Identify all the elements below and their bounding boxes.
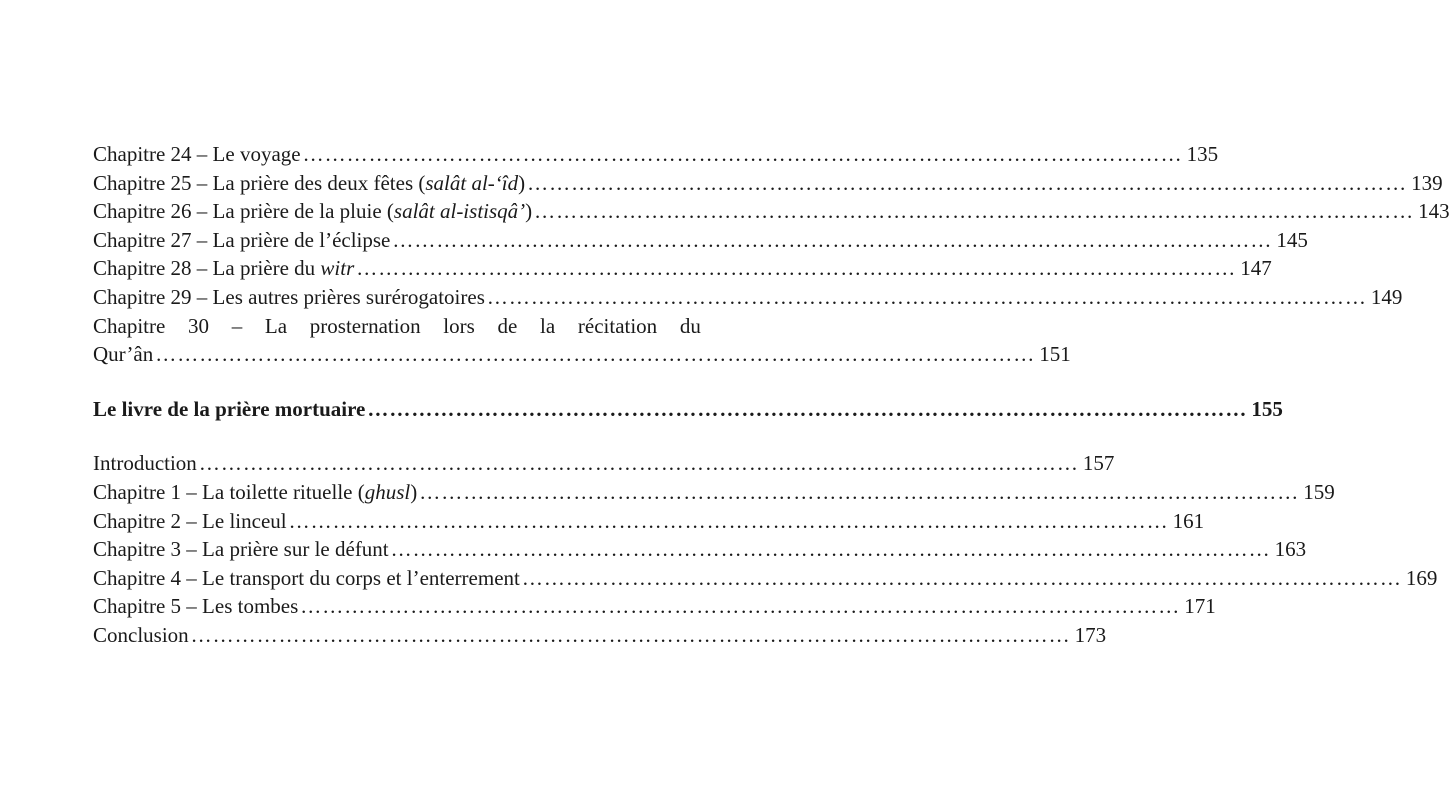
toc-entry-chapter-24: [93, 140, 1219, 169]
toc-entry-label: Chapitre 27 – La prière de l’éclipse: [93, 227, 391, 252]
toc-entry-chapter-27: [93, 226, 1308, 255]
word: récitation: [577, 313, 658, 338]
toc-entry-introduction: [93, 449, 1115, 478]
leader-dots: …………………………………………………………………………………………………………: [300, 594, 1181, 619]
toc-entry-chapter-25: [93, 169, 1443, 198]
toc-entry-conclusion: [93, 621, 1107, 650]
toc-entry-page: 159: [1303, 479, 1335, 504]
toc-entry-label: Conclusion: [93, 622, 189, 647]
leader-dots: …………………………………………………………………………………………………………: [419, 479, 1300, 504]
toc-entry-page: 149: [1370, 284, 1403, 309]
toc-section-label: Le livre de la prière mortuaire: [93, 396, 366, 421]
toc-entry-label: Chapitre 26 – La prière de la pluie (salât al-istisqâ’): [93, 199, 533, 224]
toc-entry-label: Chapitre 28 – La prière du witr: [93, 256, 355, 281]
toc-entry-page: 145: [1276, 227, 1308, 252]
toc-entry-page: 169: [1405, 565, 1438, 590]
toc-entry-label: Introduction: [93, 451, 197, 476]
toc-entry-page: 143: [1418, 199, 1450, 224]
word: –: [231, 313, 243, 338]
toc-entry-chapter-2: [93, 507, 1205, 536]
word: 30: [188, 313, 210, 338]
toc-entry-page: 173: [1074, 622, 1107, 647]
toc-entry-chapter-5: [93, 592, 1216, 621]
toc-entry-label: Chapitre 3 – La prière sur le défunt: [93, 537, 389, 562]
leader-dots: …………………………………………………………………………………………………………: [190, 622, 1071, 647]
toc-entry-label: Chapitre 4 – Le transport du corps et l’enterrement: [93, 565, 520, 590]
word: prosternation: [309, 313, 421, 338]
leader-dots: …………………………………………………………………………………………………………: [367, 396, 1248, 421]
toc-entry-label: Chapitre 2 – Le linceul: [93, 508, 287, 533]
word: lors: [443, 313, 475, 338]
toc-section-page: 155: [1251, 396, 1283, 421]
toc-entry-chapter-1: [93, 478, 1335, 507]
toc-entry-page: 163: [1274, 537, 1307, 562]
word: La: [264, 313, 288, 338]
leader-dots: …………………………………………………………………………………………………………: [486, 284, 1367, 309]
word: du: [679, 313, 701, 338]
word: la: [540, 313, 556, 338]
toc-entry-chapter-28: [93, 254, 1272, 283]
toc-entry-chapter-26: [93, 197, 1450, 226]
leader-dots: …………………………………………………………………………………………………………: [288, 508, 1169, 533]
toc-section-heading: [93, 395, 1283, 424]
toc-entry-label: Chapitre 5 – Les tombes: [93, 594, 299, 619]
toc-entry-label: Qur’ân: [93, 342, 154, 367]
leader-dots: …………………………………………………………………………………………………………: [390, 537, 1271, 562]
leader-dots: …………………………………………………………………………………………………………: [302, 142, 1183, 166]
toc-entry-page: 147: [1240, 256, 1272, 281]
leader-dots: …………………………………………………………………………………………………………: [534, 199, 1415, 224]
toc-entry-page: 161: [1172, 508, 1205, 533]
toc-entry-page: 151: [1039, 342, 1071, 367]
leader-dots: …………………………………………………………………………………………………………: [521, 565, 1402, 590]
leader-dots: …………………………………………………………………………………………………………: [198, 451, 1079, 476]
toc-entry-chapter-29: [93, 283, 1403, 312]
toc-entry-page: 135: [1186, 142, 1219, 166]
table-of-contents: [93, 140, 1450, 650]
toc-entry-label: Chapitre 29 – Les autres prières surérogatoires: [93, 284, 485, 309]
toc-entry-chapter-3: [93, 535, 1307, 564]
toc-entry-label: Chapitre 25 – La prière des deux fêtes (salât al-‘îd): [93, 170, 526, 195]
word: Chapitre: [93, 313, 166, 338]
leader-dots: …………………………………………………………………………………………………………: [155, 342, 1036, 367]
toc-entry-label: Chapitre 24 – Le voyage: [93, 142, 301, 166]
word: de: [497, 313, 518, 338]
leader-dots: …………………………………………………………………………………………………………: [356, 256, 1237, 281]
toc-entry-page: 157: [1082, 451, 1115, 476]
toc-entry-label: Chapitre 1 – La toilette rituelle (ghusl): [93, 479, 418, 504]
toc-entry-chapter-30-line-2: [93, 340, 1071, 369]
toc-entry-page: 139: [1411, 170, 1443, 195]
toc-entry-chapter-4: [93, 564, 1438, 593]
toc-entry-chapter-30-line-1: [93, 312, 701, 341]
leader-dots: …………………………………………………………………………………………………………: [527, 170, 1408, 195]
leader-dots: …………………………………………………………………………………………………………: [392, 227, 1273, 252]
toc-entry-page: 171: [1184, 594, 1216, 619]
